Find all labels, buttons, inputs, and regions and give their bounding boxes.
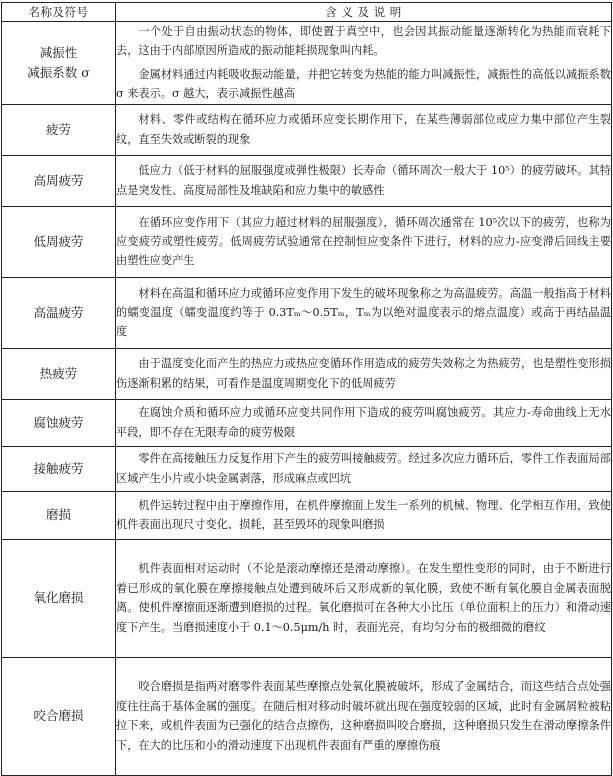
- description-paragraph: 在腐蚀介质和循环应力或循环应变共同作用下造成的疲劳叫腐蚀疲劳。其应力-寿命曲线上无水平段，即不存在无限寿命的疲劳极限: [116, 406, 611, 439]
- term-name-line: 低周疲劳: [33, 233, 84, 249]
- term-name: [2, 539, 116, 657]
- term-description: [116, 657, 612, 775]
- description-paragraph: 材料在高温和循环应力或循环应变作用下发生的破坏现象称之为高温疲劳。高温一般指高于材料的蠕变温度（蠕变温度约等于 0.3Tₘ～0.5Tₘ，Tₘ为以绝对温度表示的熔点温度）或高于再结晶温度: [116, 286, 611, 339]
- term-description: [116, 399, 612, 446]
- description-paragraph: 低应力（低于材料的屈服强度或弹性极限）长寿命（循环周次一般大于 10⁵）的疲劳破坏。其特点是突发性、高度局部性及堆缺陷和应力集中的敏感性: [116, 164, 611, 197]
- description-paragraph: 零件在高接触压力反复作用下产生的疲劳叫接触疲劳。经过多次应力循环后，零件工作表面局部区域产生小片或小块金属剥落，形成麻点或凹坑: [116, 452, 611, 485]
- term-name: [2, 206, 116, 277]
- term-name: [2, 155, 116, 206]
- term-description: [116, 446, 612, 491]
- term-row: [2, 155, 612, 206]
- term-description: [116, 277, 612, 348]
- term-name: [2, 657, 116, 775]
- term-row: [2, 446, 612, 491]
- description-paragraph: 由于温度变化而产生的热应力或热应变循环作用造成的疲劳失效称之为热疲劳，也是塑性变形损伤逐渐积累的结果，可看作是温度周期变化下的低周疲劳: [116, 357, 611, 390]
- term-description: [116, 539, 612, 657]
- term-description: [116, 104, 612, 155]
- header-meaning: 含 义 及 说 明: [116, 3, 612, 22]
- description-paragraph: 材料、零件或结构在循环应力或循环应变长期作用下，在某些薄弱部位或应力集中部位产生裂纹，直至失效或断裂的现象: [116, 113, 611, 146]
- term-name: [2, 399, 116, 446]
- description-paragraph: 在循环应变作用下（其应力超过材料的屈服强度），循环周次通常在 10⁵次以下的疲劳，也称为应变疲劳或塑性疲劳。低周疲劳试验通常在控制恒应变条件下进行，材料的应力-应变滞后回线主要由塑性应变产生: [116, 215, 611, 268]
- term-description: [116, 22, 612, 105]
- term-name-line: 磨损: [45, 507, 71, 523]
- term-name-line: 减振性: [39, 44, 78, 60]
- description-paragraph: 机件运转过程中由于摩擦作用，在机件摩擦面上发生一系列的机械、物理、化学相互作用，致使机件表面出现尺寸变化、损耗，甚至毁坏的现象叫磨损: [116, 498, 611, 532]
- term-description: [116, 348, 612, 399]
- term-description: [116, 206, 612, 277]
- term-row: [2, 491, 612, 539]
- term-row: [2, 277, 612, 348]
- term-row: [2, 206, 612, 277]
- term-row: [2, 348, 612, 399]
- term-name: [2, 22, 116, 105]
- term-name-line: 氧化磨损: [33, 590, 84, 606]
- terms-table: [1, 2, 612, 776]
- description-paragraph: 金属材料通过内耗吸收振动能量，并把它转变为热能的能力叫减振性，减振性的高低以减振系数 σ 来表示。σ 越大，表示减振性越高: [116, 67, 611, 101]
- term-row: [2, 104, 612, 155]
- header-name: 名称及符号: [2, 3, 116, 22]
- term-name: [2, 348, 116, 399]
- term-description: [116, 155, 612, 206]
- term-name: [2, 277, 116, 348]
- term-name-line: 高温疲劳: [33, 304, 84, 320]
- description-paragraph: 一个处于自由振动状态的物体，即使置于真空中，也会因其振动能量逐渐转化为热能而衰耗下去，这由于内部原因所造成的振动能耗损现象叫内耗。: [116, 25, 611, 58]
- term-name-line: 腐蚀疲劳: [33, 414, 84, 430]
- term-name-line: 接触疲劳: [33, 460, 84, 476]
- term-row: [2, 22, 612, 105]
- term-row: [2, 657, 612, 775]
- term-name-line: 热疲劳: [39, 365, 78, 381]
- header-row: [2, 3, 612, 22]
- term-row: [2, 399, 612, 446]
- term-description: [116, 491, 612, 539]
- description-paragraph: 机件表面相对运动时（不论是滚动摩擦还是滑动摩擦）。在发生塑性变形的同时，由于不断进行着已形成的氧化膜在摩擦接触点处遭到破坏后又形成新的氧化膜，致使不断有氧化膜自金属表面脱离。使机件摩擦面逐渐遭到磨损的过程。氧化磨损可在各种大小比压（单位面积上的压力）和滑动速度下产生。当磨损速度小于 0.1～0.5μm/h 时，表面光亮，有均匀分布的极细微的磨纹: [116, 562, 611, 634]
- term-name-line: 高周疲劳: [33, 172, 84, 188]
- terms-body: [2, 22, 612, 776]
- term-name: [2, 491, 116, 539]
- term-name: [2, 446, 116, 491]
- term-row: [2, 539, 612, 657]
- term-name-line: 疲劳: [45, 121, 71, 137]
- term-name: [2, 104, 116, 155]
- term-name-line: 咬合磨损: [33, 708, 84, 724]
- term-name-line: 减振系数 σ: [27, 64, 90, 80]
- description-paragraph: 咬合磨损是指两对磨零件表面某些摩擦点处氧化膜被破坏，形成了金属结合，而这些结合点处强度往往高于基体金属的强度。在随后相对移动时破坏就出现在强度较弱的区域，此时有金属屑粒被粘拉下来，或机件表面为已强化的结合点擦伤，这种磨损叫咬合磨损，这种磨损只发生在滑动摩擦条件下，在大的比压和小的滑动速度下出现机件表面有严重的摩擦伤痕: [116, 680, 611, 752]
